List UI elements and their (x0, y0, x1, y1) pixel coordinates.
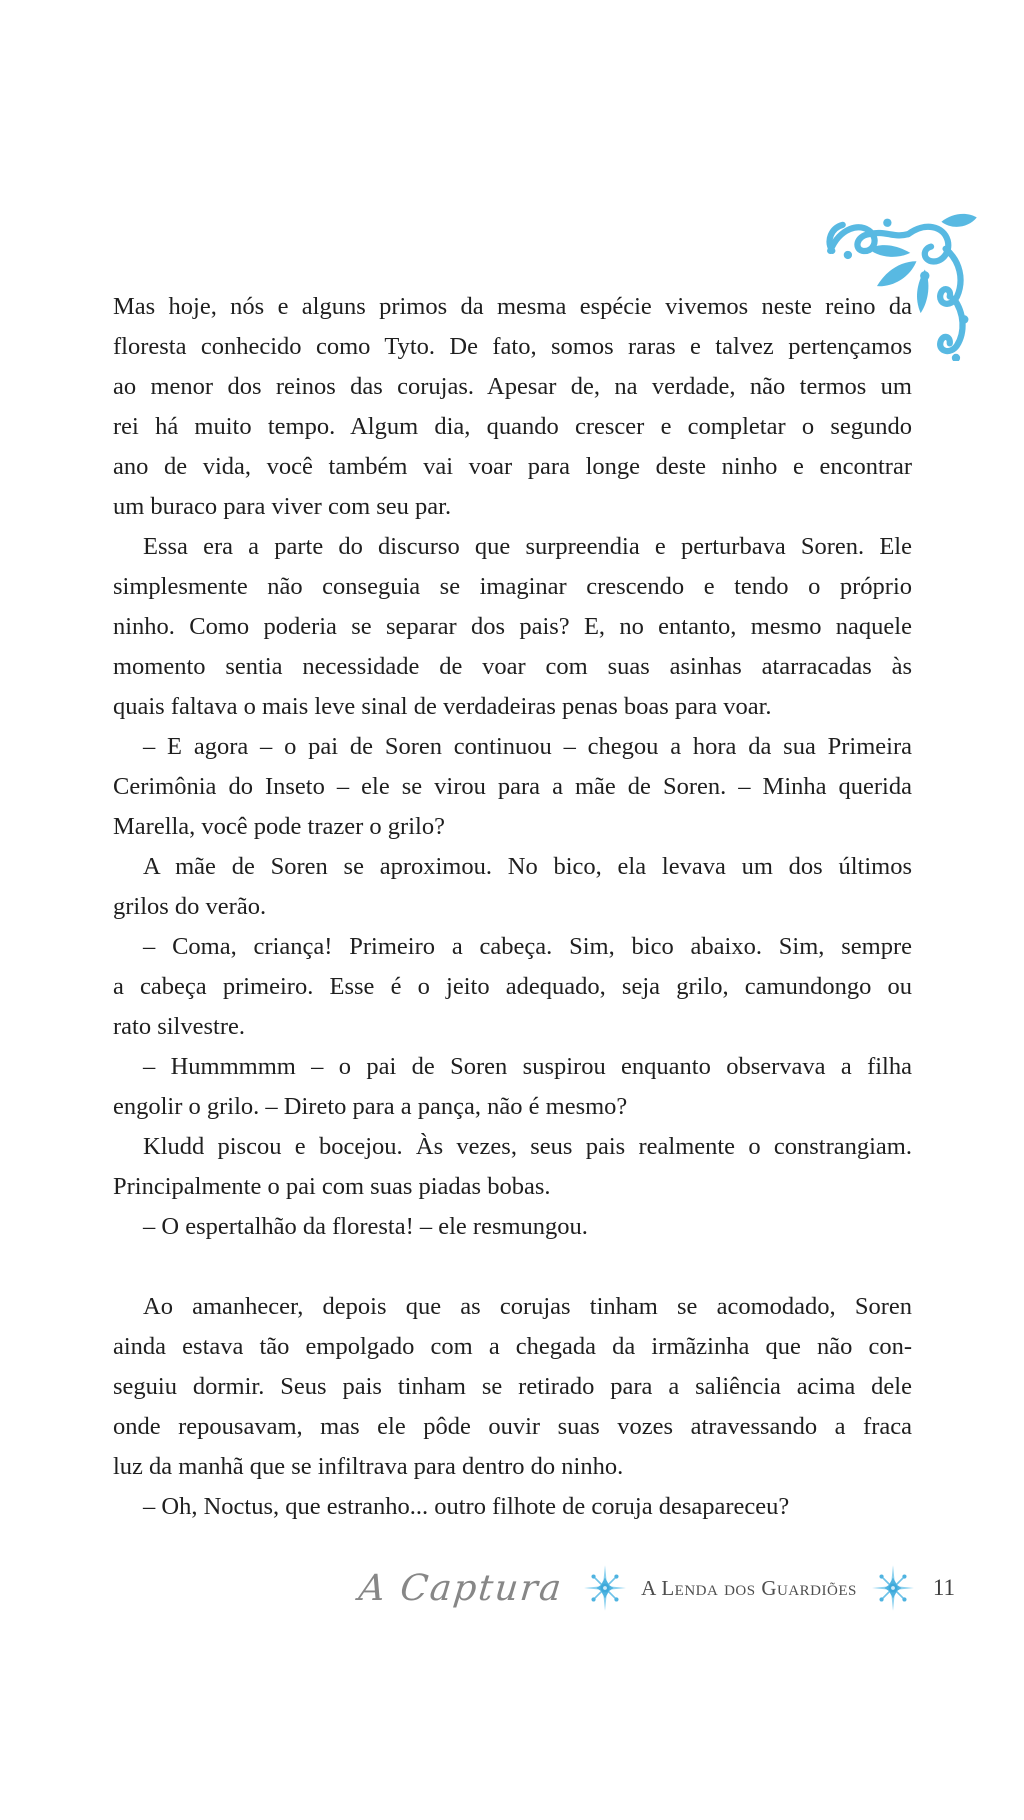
text-line: – O espertalhão da floresta! – ele resmungou. (143, 1213, 588, 1240)
text-line: momento sentia necessidade de voar com suas asinhas atarracadas às (113, 653, 912, 680)
text-line: grilos do verão. (113, 893, 267, 920)
text-line: – Oh, Noctus, que estranho... outro filhote de coruja desapareceu? (143, 1493, 790, 1520)
text-line: ninho. Como poderia se separar dos pais? E, no entanto, mesmo naquele (113, 613, 912, 640)
text-line: Marella, você pode trazer o grilo? (113, 813, 445, 840)
text-line: – E agora – o pai de Soren continuou – chegou a hora da sua Primeira (143, 733, 912, 760)
text-line: ano de vida, você também vai voar para longe deste ninho e encontrar (113, 453, 912, 480)
text-line: Essa era a parte do discurso que surpreendia e perturbava Soren. Ele (143, 533, 912, 560)
text-line: luz da manhã que se infiltrava para dentro do ninho. (113, 1453, 624, 1480)
text-line: – Hummmmm – o pai de Soren suspirou enquanto observava a filha (143, 1053, 912, 1080)
text-line: ao menor dos reinos das corujas. Apesar de, na verdade, não termos um (113, 373, 912, 400)
snowflake-icon (872, 1565, 914, 1611)
series-title: A Lenda dos Guardiões (641, 1575, 857, 1600)
text-line: ainda estava tão empolgado com a chegada da irmãzinha que não con- (113, 1333, 912, 1360)
text-line: rei há muito tempo. Algum dia, quando crescer e completar o segundo (113, 413, 912, 440)
text-line: Mas hoje, nós e alguns primos da mesma espécie vivemos neste reino da (113, 293, 912, 320)
text-line: a cabeça primeiro. Esse é o jeito adequado, seja grilo, camundongo ou (113, 973, 912, 1000)
text-line: Kludd piscou e bocejou. Às vezes, seus pais realmente o constrangiam. (143, 1133, 912, 1160)
text-line: A mãe de Soren se aproximou. No bico, ela levava um dos últimos (143, 853, 912, 880)
page-footer (113, 1556, 955, 1620)
body-text (113, 287, 912, 1527)
text-line: quais faltava o mais leve sinal de verdadeiras penas boas para voar. (113, 693, 772, 720)
text-line: Cerimônia do Inseto – ele se virou para a mãe de Soren. – Minha querida (113, 773, 912, 800)
text-line: rato silvestre. (113, 1013, 245, 1040)
text-line: simplesmente não conseguia se imaginar crescendo e tendo o próprio (113, 573, 912, 600)
text-line: um buraco para viver com seu par. (113, 493, 452, 520)
text-line: Principalmente o pai com suas piadas bobas. (113, 1173, 551, 1200)
book-title-script: A Captura (357, 1567, 566, 1609)
text-line: floresta conhecido como Tyto. De fato, somos raras e talvez pertençamos (113, 333, 912, 360)
text-line: onde repousavam, mas ele pôde ouvir suas vozes atravessando a fraca (113, 1413, 912, 1440)
page-number: 11 (932, 1575, 955, 1600)
text-line: engolir o grilo. – Direto para a pança, não é mesmo? (113, 1093, 628, 1120)
text-line: seguiu dormir. Seus pais tinham se retirado para a saliência acima dele (113, 1373, 912, 1400)
text-line: – Coma, criança! Primeiro a cabeça. Sim, bico abaixo. Sim, sempre (143, 933, 912, 960)
snowflake-icon (584, 1565, 626, 1611)
text-line: Ao amanhecer, depois que as corujas tinham se acomodado, Soren (143, 1293, 912, 1320)
